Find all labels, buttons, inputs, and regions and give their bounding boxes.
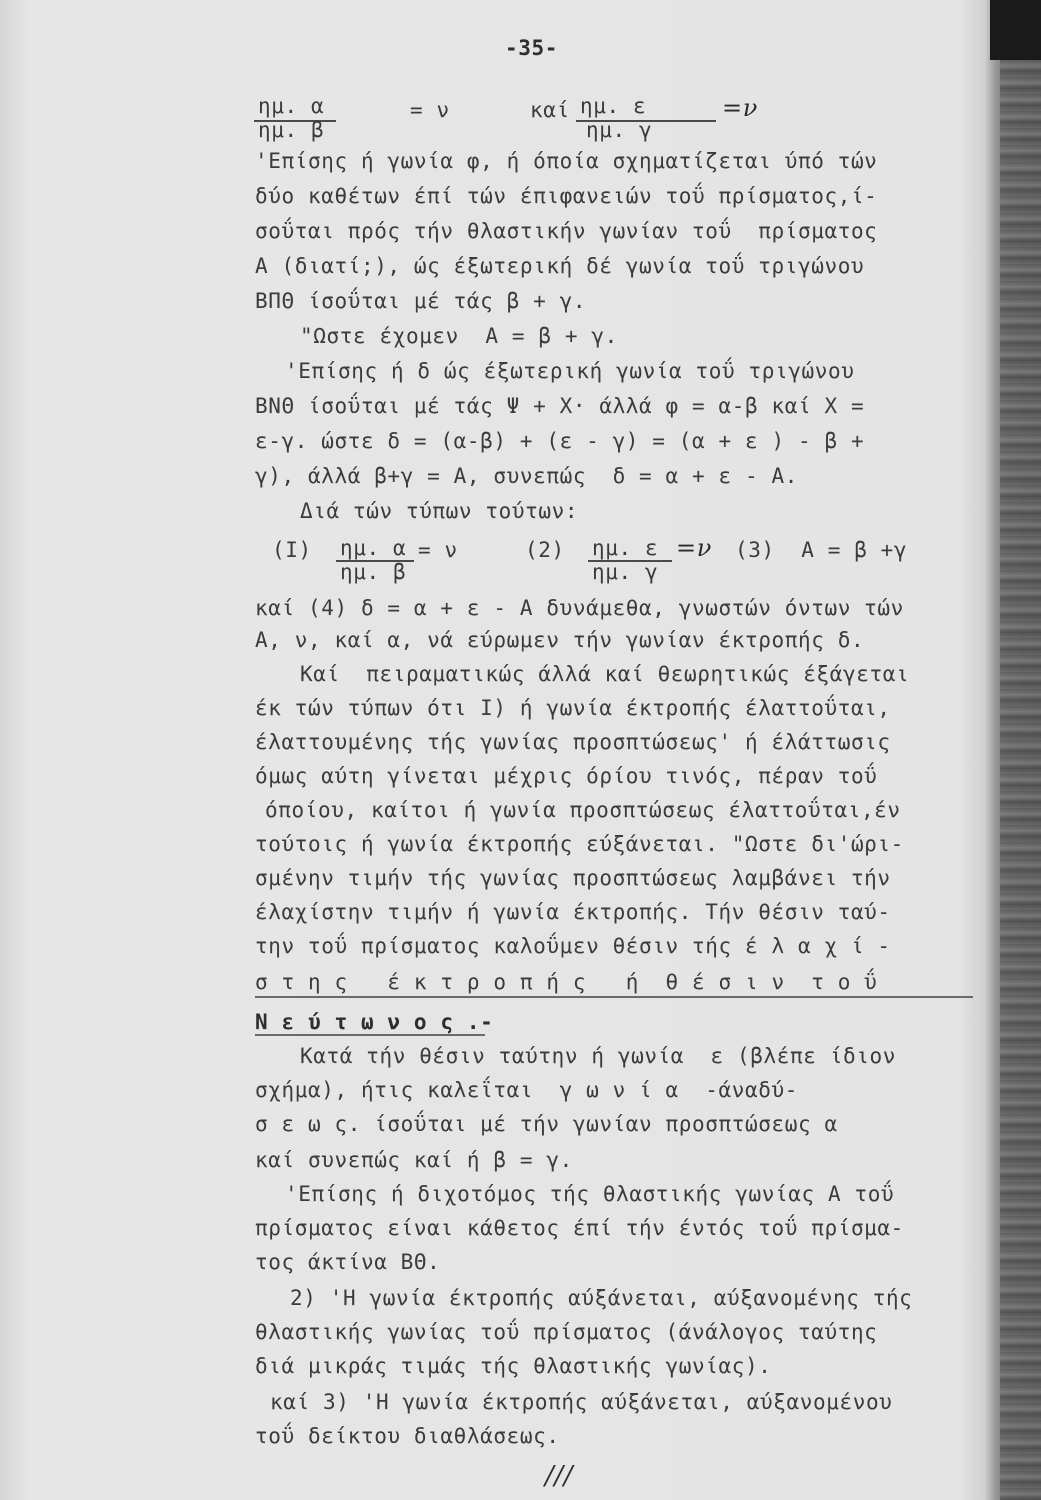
handwritten-end-mark: /// [545, 1461, 574, 1491]
text-line: καί 3) 'Η γωνία έκτροπής αύξάνεται, αύξανομένου [270, 1390, 893, 1414]
formula-text: (3) Α = β +γ [735, 538, 908, 562]
text-line: τοΰ δείκτου διαθλάσεως. [255, 1424, 560, 1448]
fraction-denominator: ημ. γ [586, 118, 653, 142]
scan-dark-corner [990, 0, 1041, 60]
text-line: 2) 'Η γωνία έκτροπής αύξάνεται, αύξανομένης τής [290, 1286, 913, 1310]
text-line: σχήμα), ήτις καλεΐται γ ω ν ί α -άναδύ- [255, 1078, 798, 1102]
fraction-numerator: ημ. ε [592, 536, 659, 560]
text-line: καί συνεπώς καί ή β = γ. [255, 1148, 573, 1172]
formula-equals: = ν [410, 98, 450, 122]
formula-label: (2) [525, 538, 565, 562]
text-line: Καί πειραματικώς άλλά καί θεωρητικώς έξάγεται [300, 662, 910, 686]
text-line: τούτοις ή γωνία έκτροπής εύξάνεται. "Ωστε δι'ώρι- [255, 832, 904, 856]
text-line: διά μικράς τιμάς τής θλαστικής γωνίας). [255, 1354, 772, 1378]
fraction-denominator: ημ. β [258, 118, 325, 142]
text-line: Κατά τήν θέσιν ταύτην ή γωνία ε (βλέπε ίδιον [300, 1044, 896, 1068]
formula-conjunction: καί [530, 98, 570, 122]
handwritten-annotation: =ν [722, 94, 758, 122]
text-line: την τοΰ πρίσματος καλοΰμεν θέσιν τής έ λ α χ ί - [255, 934, 891, 958]
text-line: καί (4) δ = α + ε - Α δυνάμεθα, γνωστών όντων τών [255, 596, 904, 620]
text-line: όμως αύτη γίνεται μέχρις όρίου τινός, πέραν τοΰ [255, 764, 878, 788]
formula-equals: = ν [418, 538, 458, 562]
text-line: ε-γ. ώστε δ = (α-β) + (ε - γ) = (α + ε ) - β + [255, 429, 865, 453]
text-line: 'Επίσης ή διχοτόμος τής θλαστικής γωνίας Α τοΰ [285, 1182, 895, 1206]
text-line: θλαστικής γωνίας τοΰ πρίσματος (άνάλογος ταύτης [255, 1320, 878, 1344]
fraction-denominator: ημ. β [340, 560, 407, 584]
text-line: σ ε ω ς. ίσοΰται μέ τήν γωνίαν προσπτώσεως α [255, 1112, 838, 1136]
binding-edge [1000, 60, 1041, 1500]
text-line: έλαττουμένης τής γωνίας προσπτώσεως' ή έλάττωσις [255, 730, 891, 754]
formula-label: (I) [272, 538, 312, 562]
text-line: έκ τών τύπων ότι I) ή γωνία έκτροπής έλαττοΰται, [255, 696, 891, 720]
underline-rule [255, 1034, 485, 1036]
text-line: δύο καθέτων έπί τών έπιφανειών τοΰ πρίσματος,ί- [255, 184, 878, 208]
handwritten-annotation: =ν [676, 534, 712, 562]
underline-rule [255, 996, 973, 998]
text-line: 'Επίσης ή γωνία φ, ή όποία σχηματίζεται ύπό τών [255, 149, 878, 173]
text-line: Α (διατί;), ώς έξωτερική δέ γωνία τοΰ τριγώνου [255, 254, 865, 278]
fraction-denominator: ημ. γ [592, 560, 659, 584]
fraction-numerator: ημ. α [340, 536, 407, 560]
text-line: ΒΝΘ ίσοΰται μέ τάς Ψ + Χ· άλλά φ = α-β καί Χ = [255, 394, 865, 418]
text-line: "Ωστε έχομεν Α = β + γ. [300, 324, 618, 348]
text-line: 'Επίσης ή δ ώς έξωτερική γωνία τοΰ τριγώνου [285, 359, 855, 383]
text-line: γ), άλλά β+γ = Α, συνεπώς δ = α + ε - Α. [255, 464, 798, 488]
text-line: τος άκτίνα ΒΘ. [255, 1250, 441, 1274]
text-line-underlined: Ν ε ύ τ ω ν ο ς .- [255, 1010, 494, 1034]
text-line: έλαχίστην τιμήν ή γωνία έκτροπής. Τήν θέσιν ταύ- [255, 900, 891, 924]
text-line-underlined: σ τ η ς έ κ τ ρ ο π ή ς ή θ έ σ ι ν τ ο ΰ [255, 970, 878, 994]
text-line: Α, ν, καί α, νά εύρωμεν τήν γωνίαν έκτροπής δ. [255, 628, 865, 652]
page-number: -35- [505, 36, 558, 60]
fraction-numerator: ημ. ε [580, 94, 647, 118]
text-line: πρίσματος είναι κάθετος έπί τήν έντός τοΰ πρίσμα- [255, 1216, 904, 1240]
fraction-numerator: ημ. α [258, 94, 325, 118]
text-line: Διά τών τύπων τούτων: [300, 499, 579, 523]
text-line: ΒΠΘ ίσοΰται μέ τάς β + γ. [255, 289, 587, 313]
text-line: όποίου, καίτοι ή γωνία προσπτώσεως έλαττοΰται,έν [265, 798, 901, 822]
text-line: σμένην τιμήν τής γωνίας προσπτώσεως λαμβάνει τήν [255, 866, 891, 890]
text-line: σοΰται πρός τήν θλαστικήν γωνίαν τοΰ πρίσματος [255, 219, 878, 243]
